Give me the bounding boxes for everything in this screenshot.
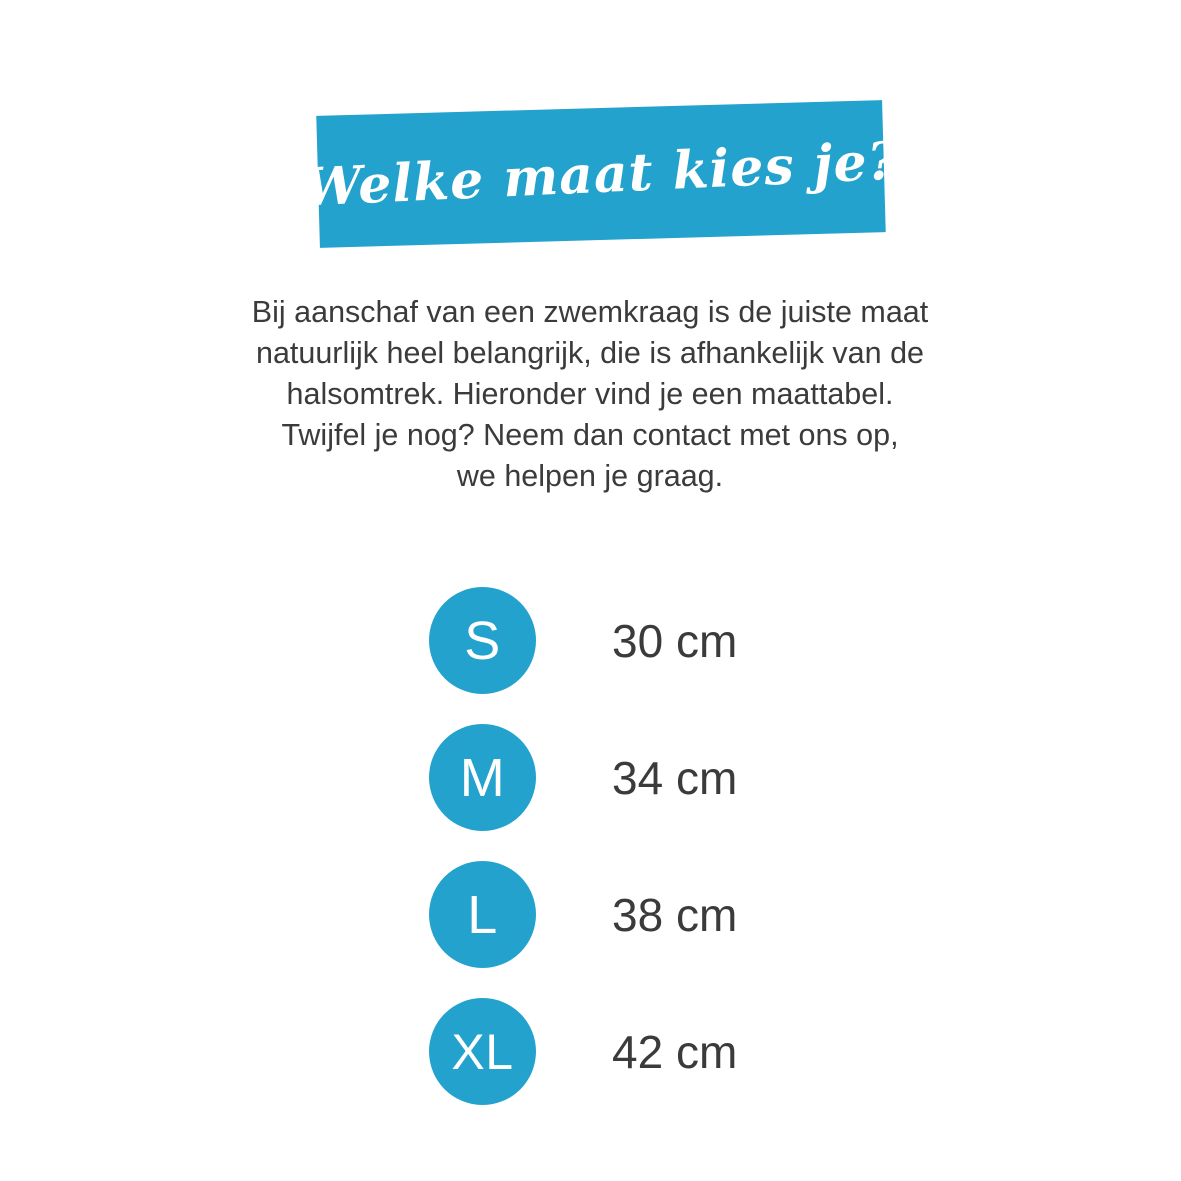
size-badge-m: M	[429, 724, 536, 831]
size-measure-l: 38 cm	[612, 888, 738, 941]
size-row	[0, 572, 1181, 709]
size-badge-s: S	[429, 587, 536, 694]
intro-line-3: halsomtrek. Hieronder vind je een maattabel.	[286, 377, 894, 411]
size-row	[0, 983, 1181, 1120]
size-badge-l: L	[429, 861, 536, 968]
intro-line-2: natuurlijk heel belangrijk, die is afhankelijk van de	[255, 336, 924, 370]
size-row	[0, 846, 1181, 983]
size-measure-m: 34 cm	[612, 751, 738, 804]
heading-banner	[0, 100, 1181, 260]
intro-line-1: Bij aanschaf van een zwemkraag is de juiste maat	[251, 295, 929, 329]
size-row	[0, 709, 1181, 846]
size-measure-s: 30 cm	[612, 614, 738, 667]
size-badge-xl: XL	[429, 998, 536, 1105]
size-measure-xl: 42 cm	[612, 1025, 738, 1078]
intro-line-4: Twijfel je nog? Neem dan contact met ons op,	[281, 418, 899, 452]
intro-paragraph	[190, 292, 990, 497]
size-table	[0, 572, 1181, 1120]
intro-line-5: we helpen je graag.	[456, 459, 724, 493]
page-title: Welke maat kies je?	[301, 130, 901, 218]
